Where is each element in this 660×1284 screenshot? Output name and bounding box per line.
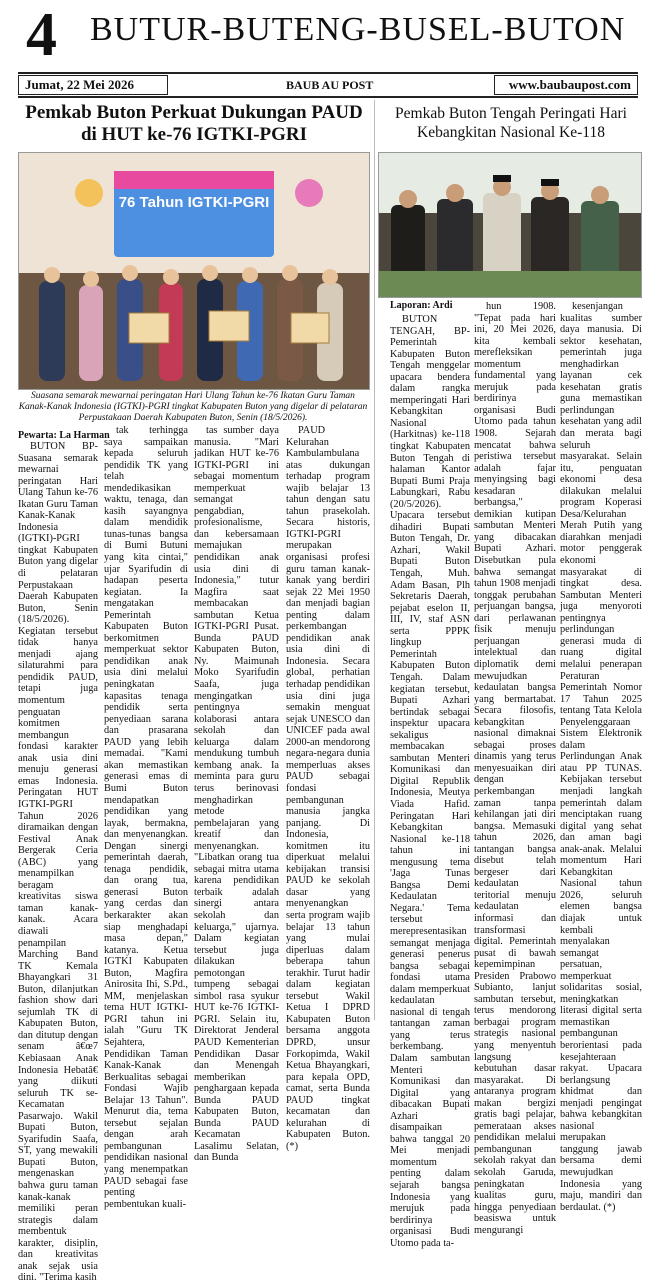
body-text: hun 1908. "Tepat pada hari ini, 20 Mei 2026, kita kembali merefleksikan momentum fundamental yang merujuk pada berdirinya organisasi Budi Utomo pada tahun 1908. Sejarah mencatat bahwa peristiwa tersebut adalah fajar menyingsing bagi kesadaran berbangsa," demikian kutipan sambutan Menteri yang dibacakan Bupati Azhari. Disebutkan pula bahwa semangat tahun 1908 menjadi tonggak perubahan perjuangan bangsa, dari perlawanan fisik menuju perjuangan intelektual dan diplomatik demi mewujudkan kedaulatan bangsa yang bermartabat. Secara filosofis, kebangkitan nasional dimaknai sebagai proses dinamis yang terus menyesuaikan diri dengan perkembangan zaman tanpa kehilangan jati diri bangsa. Memasuki tahun 2026, tantangan bangsa disebut telah bergeser dari kedaulatan teritorial menuju kedaulatan informasi dan transformasi digital. Pemerintah pusat di bawah kepemimpinan Presiden Prabowo Subianto, lanjut sambutan tersebut, terus mendorong berbagai program strategis nasional yang menyentuh langsung kebutuhan dasar masyarakat. Di antaranya program makan bergizi gratis bagi pelajar, pemerataan akses pendidikan melalui pembangunan sekolah rakyat dan sekolah Garuda, peningkatan kualitas guru, hingga penyediaan beasiswa untuk mengurangi (474, 301, 556, 1236)
body-text: BUTON BP-Suasana semarak mewarnai peringatan Hari Ulang Tahun ke-76 Ikatan Guru Taman Kanak-Kanak Indonesia (IGTKI)-PGRI tingkat Kabupaten Buton yang digelar di pelataran Perpustakaan Daerah Kabupaten Buton, Senin (18/5/2026). Kegiatan tersebut tidak hanya menjadi ajang silaturahmi para pendidik PAUD, tetapi juga momentum penguatan komitmen membangun fondasi karakter anak usia dini menuju generasi emas Indonesia. Peringatan HUT IGTKI-PGRI Tahun 2026 diramaikan dengan Festival Anak Bergerak Ceria (ABC) yang menampilkan beragam kreativitas siswa taman kanak-kanak. Acara diawali penampilan Marching Band TK Kemala Bhayangkari 31 Buton, dilanjutkan fashion show dari sejumlah TK di Kabupaten Buton, dan ditutup dengan senam â€œ7 Kebiasaan Anak Indonesia Hebatâ€ yang diikuti seluruh TK se-Kecamatan Pasarwajo. Wakil Bupati Buton, Syarifudin Saafa, ST, yang mewakili Bupati Buton, mengenaskan bahwa guru taman kanak-kanak memiliki peran strategis dalam membentuk karakter, disiplin, dan kreativitas anak sejak usia dini. "Terima kasih (18, 441, 98, 1284)
right-byline: Laporan: Ardi (390, 300, 453, 311)
igtki-event-photo (19, 153, 369, 389)
body-text: PAUD Kelurahan Kambulambulana atas dukungan terhadap program wajib belajar 13 tahun dengan satu tahun prasekolah. Secara historis, IGTKI-PGRI merupakan organisasi profesi guru taman kanak-kanak yang berdiri sejak 22 Mei 1950 dan menjadi bagian penting dalam perkembangan pendidikan anak usia dini di Indonesia. Secara global, perhatian terhadap pendidikan usia dini juga semakin menguat sejak UNESCO dan UNICEF pada awal 2000-an mendorong negara-negara dunia memperluas akses PAUD sebagai fondasi pembangunan manusia jangka panjang. Di Indonesia, komitmen itu diperkuat melalui kebijakan transisi PAUD ke sekolah dasar yang menyenangkan serta program wajib belajar 13 tahun yang mulai diperluas dalam beberapa tahun terakhir. Turut hadir dalam kegiatan tersebut Wakil Ketua I DPRD Kabupaten Buton bersama anggota DPRD, unsur Forkopimda, Wakil Ketua Bhayangkari, para kepala OPD, camat, serta Bunda PAUD tingkat kecamatan dan kelurahan di Kabupaten Buton. (*) (286, 425, 370, 1152)
publication-name: BAUB AU POST (286, 78, 374, 92)
left-headline: Pemkab Buton Perkuat Dukungan PAUD di HUT ke-76 IGTKI-PGRI (25, 102, 363, 145)
right-article-column-1 (390, 314, 470, 1249)
right-headline: Pemkab Buton Tengah Peringati Hari Kebangkitan Nasional Ke-118 (395, 105, 627, 141)
left-byline: Pewarta: La Harman (18, 430, 110, 441)
website-url[interactable]: www.baubaupost.com (494, 75, 638, 95)
left-article-column-4 (286, 425, 370, 1152)
left-article-column-1 (18, 441, 98, 1284)
right-article-column-3 (560, 301, 642, 1213)
issue-date: Jumat, 22 Mei 2026 (18, 75, 168, 95)
body-text: tak terhingga saya sampaikan kepada seluruh pendidik TK yang telah mendedikasikan waktu, tenaga, dan kasih sayangnya dalam mendidik tunas-tunas bangsa di Bumi Butuni yang kita cintai," ujar Syarifudin di hadapan peserta kegiatan. Ia mengatakan Pemerintah Kabupaten Buton berkomitmen memperkuat sektor pendidikan anak usia dini melalui peningkatan kapasitas tenaga pendidik serta penyediaan sarana dan prasarana PAUD yang lebih memadai. "Kami akan memastikan generasi emas di Bumi Buton mendapatkan pendidikan yang layak, bermakna, dan menyenangkan. Dengan sinergi pemerintah daerah, tenaga pendidik, dan orang tua, generasi Buton yang cerdas dan berkarakter akan siap menghadapi masa depan," katanya. Ketua IGTKI Kabupaten Buton, Magfira Anirosita Ihi, S.Pd., MM, menjelaskan tema HUT IGTKI-PGRI tahun ini ialah "Guru TK Sejahtera, Pendidikan Taman Kanak-Kanak Berkualitas sebagai Fondasi Wajib Belajar 13 Tahun". Menurut dia, tema tersebut sejalan dengan arah pembangunan pendidikan nasional yang menempatkan PAUD sebagai fase penting pembentukan kuali- (104, 425, 188, 1210)
harkitnas-ceremony-photo (379, 153, 641, 297)
right-article-column-2 (474, 301, 556, 1236)
body-text: BUTON TENGAH, BP- Pemerintah Kabupaten Buton Tengah menggelar upacara bendera dalam rangka memperingati Hari Kebangkitan Nasional (Harkitnas) ke-118 tingkat Kabupaten Buton Tengah di halaman Kantor Bupati Bumi Praja Labungkari, Rabu (20/5/2026). Upacara tersebut dihadiri Bupati Buton Tengah, Dr. Azhari, Wakil Bupati Buton Tengah, Muh. Adam Basan, Plh Sekretaris Daerah, pejabat eselon II, III, IV, staf ASN serta PPPK lingkup Pemerintah Kabupaten Buton Tengah. Dalam kegiatan tersebut, Bupati Azhari bertindak sebagai inspektur upacara sekaligus membacakan sambutan Menteri Komunikasi dan Digital Republik Indonesia, Meutya Viada Hafid. Peringatan Hari Kebangkitan Nasional ke-118 tahun ini mengusung tema 'Jaga Tunas Bangsa Demi Kedaulatan Negara.' Tema tersebut merepresentasikan semangat menjaga generasi penerus bangsa sebagai fondasi utama dalam memperkuat kedaulatan nasional di tengah tantangan zaman yang terus berkembang. Dalam sambutan Menteri Komunikasi dan Digital yang dibacakan Bupati Azhari disampaikan bahwa tanggal 20 Mei menjadi momentum penting dalam sejarah bangsa Indonesia yang merujuk pada berdirinya organisasi Budi Utomo pada ta- (390, 314, 470, 1249)
left-photo-caption: Suasana semarak mewarnai peringatan Hari Ulang Tahun ke-76 Ikatan Guru Taman Kanak-Kanak Indonesia (IGTKI)-PGRI tingkat Kabupaten Buton yang digelar di pelataran Perpustakaan Daerah Kabupaten Buton, Senin (18/5/2026). (18, 391, 368, 423)
right-article-photo (378, 152, 642, 298)
left-article-column-3 (194, 425, 279, 1164)
column-divider (374, 100, 375, 1020)
watermark-strip (644, 6, 658, 266)
date-bar (18, 72, 638, 98)
banner-text: 76 Tahun IGTKI-PGRI (118, 194, 270, 211)
page-number: 4 (26, 1, 57, 69)
section-title: BUTUR-BUTENG-BUSEL-BUTON (90, 11, 626, 48)
body-text: tas sumber daya manusia. "Mari jadikan HUT ke-76 IGTKI-PGRI ini sebagai momentum memperkuat semangat pengabdian, profesionalisme, dan kebersamaan memajukan pendidikan anak usia dini di Indonesia," tutur Magfira saat membacakan sambutan Ketua IGTKI-PGRI Pusat. Bunda PAUD Kabupaten Buton, Ny. Maimunah Moko Syarifudin Saafa, juga mengingatkan pentingnya kolaborasi antara sekolah dan keluarga dalam mendukung tumbuh kembang anak. Ia meminta para guru terus berinovasi menghadirkan metode pembelajaran yang kreatif dan menyenangkan. "Libatkan orang tua sebagai mitra utama karena pendidikan terbaik adalah sinergi antara sekolah dan keluarga," ujarnya. Dalam kegiatan tersebut juga dilakukan pemotongan tumpeng sebagai simbol rasa syukur HUT ke-76 IGTKI-PGRI. Selain itu, Direktorat Jenderal PAUD Kementerian Pendidikan Dasar dan Menengah memberikan penghargaan kepada Bunda PAUD Kabupaten Buton, Bunda PAUD Kecamatan Lasalimu Selatan, dan Bunda (194, 425, 279, 1164)
left-article-column-2 (104, 425, 188, 1210)
left-article-photo (18, 152, 370, 390)
body-text: kesenjangan kualitas sumber daya manusia. Di sektor kesehatan, pemerintah juga menghadirkan layanan cek kesehatan gratis guna memastikan perlindungan kesehatan yang adil dan merata bagi seluruh masyarakat. Selain itu, penguatan ekonomi desa dilakukan melalui program Koperasi Desa/Kelurahan Merah Putih yang diarahkan menjadi motor penggerak ekonomi masyarakat di tingkat desa. Sambutan Menteri juga menyoroti pentingnya perlindungan generasi muda di ruang digital melalui penerapan Peraturan Pemerintah Nomor 17 Tahun 2025 tentang Tata Kelola Penyelenggaraan Sistem Elektronik dalam Perlindungan Anak atau PP TUNAS. Kebijakan tersebut menjadi langkah pemerintah dalam menciptakan ruang digital yang sehat dan aman bagi anak-anak. Melalui momentum Hari Kebangkitan Nasional tahun 2026, seluruh elemen bangsa diajak untuk kembali menyalakan semangat persatuan, memperkuat solidaritas sosial, meningkatkan literasi digital serta memastikan pembangunan berorientasi pada kesejahteraan rakyat. Upacara berlangsung khidmat dan menjadi pengingat bahwa kebangkitan nasional merupakan tanggung jawab bersama demi mewujudkan Indonesia yang maju, mandiri dan berdaulat. (*) (560, 301, 642, 1213)
